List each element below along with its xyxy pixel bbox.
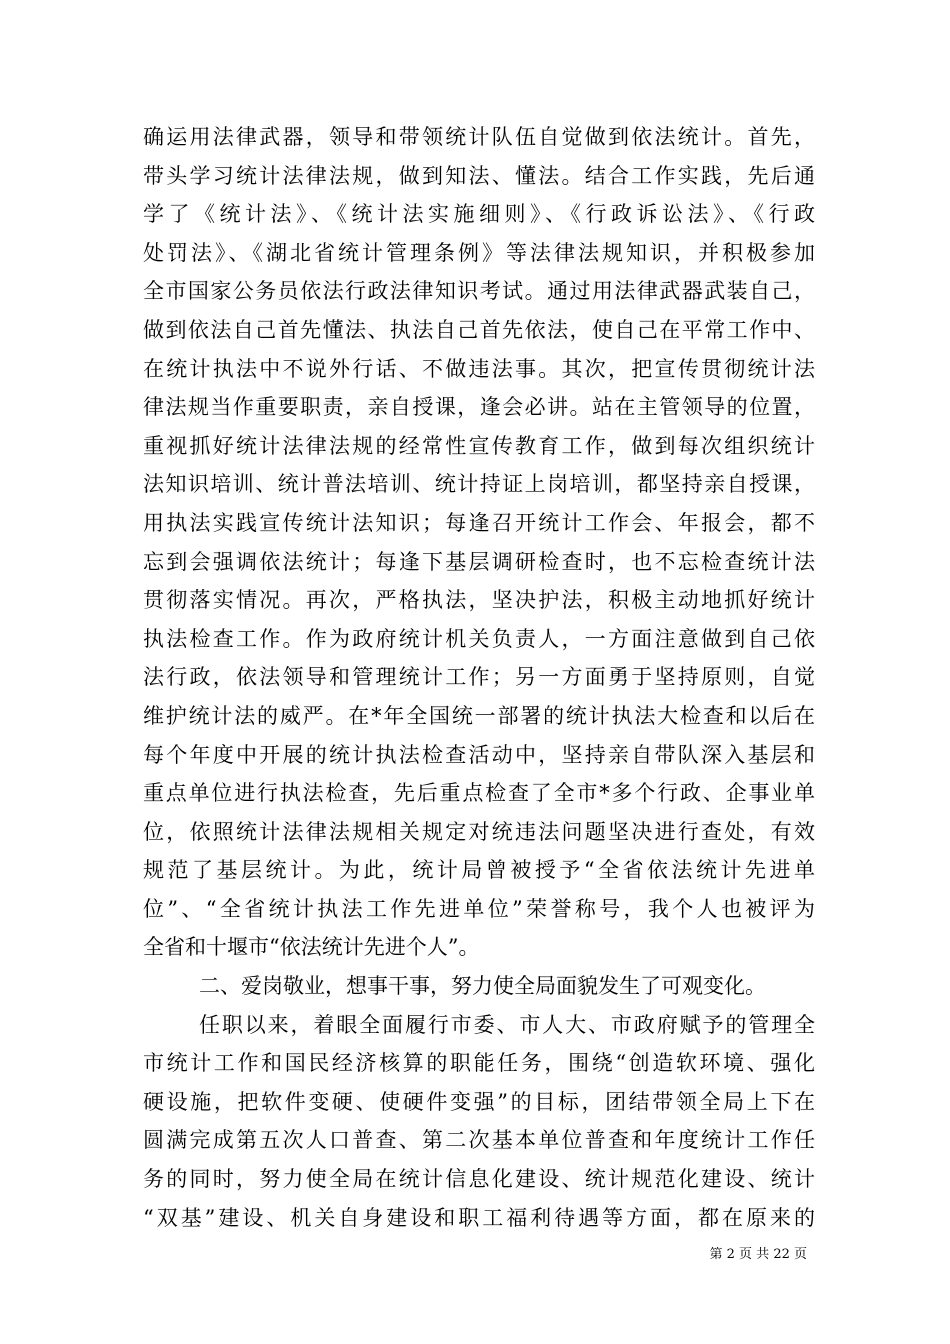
text-line: 法知识培训、统计普法培训、统计持证上岗培训，都坚持亲自授课， [143, 472, 815, 497]
text-line: 位”、“全省统计执法工作先进单位”荣誉称号，我个人也被评为 [143, 896, 815, 921]
text-line: 重视抓好统计法律法规的经常性宣传教育工作，做到每次组织统计 [143, 433, 815, 458]
text-line: 硬设施，把软件变硬、使硬件变强”的目标，团结带领全局上下在 [143, 1089, 815, 1114]
text-line: 市统计工作和国民经济核算的职能任务，围绕“创造软环境、强化 [143, 1051, 815, 1076]
text-line: “双基”建设、机关自身建设和职工福利待遇等方面，都在原来的 [143, 1205, 815, 1230]
text-line: 法行政，依法领导和管理统计工作；另一方面勇于坚持原则，自觉 [143, 665, 815, 690]
section-heading: 二、爱岗敬业，想事干事，努力使全局面貌发生了可观变化。 [199, 974, 766, 999]
text-line: 位，依照统计法律法规相关规定对统违法问题坚决进行查处，有效 [143, 819, 815, 844]
text-line: 处罚法》、《湖北省统计管理条例》等法律法规知识，并积极参加 [143, 240, 815, 265]
text-line: 带头学习统计法律法规，做到知法、懂法。结合工作实践，先后通 [143, 163, 815, 188]
text-line: 忘到会强调依法统计；每逢下基层调研检查时，也不忘检查统计法 [143, 549, 815, 574]
page-number: 第 2 页 共 22 页 [709, 1247, 807, 1262]
text-line: 全市国家公务员依法行政法律知识考试。通过用法律武器武装自己， [143, 279, 815, 304]
text-line: 每个年度中开展的统计执法检查活动中，坚持亲自带队深入基层和 [143, 742, 815, 767]
text-line: 用执法实践宣传统计法知识；每逢召开统计工作会、年报会，都不 [143, 510, 815, 535]
text-line: 全省和十堰市“依法统计先进个人”。 [143, 935, 480, 960]
text-line: 维护统计法的威严。在*年全国统一部署的统计执法大检查和以后在 [143, 703, 815, 728]
text-line: 贯彻落实情况。再次，严格执法，坚决护法，积极主动地抓好统计 [143, 588, 815, 613]
text-line: 确运用法律武器，领导和带领统计队伍自觉做到依法统计。首先， [143, 125, 815, 149]
text-line: 做到依法自己首先懂法、执法自己首先依法，使自己在平常工作中、 [143, 317, 815, 342]
text-line: 任职以来，着眼全面履行市委、市人大、市政府赋予的管理全 [199, 1012, 815, 1037]
text-line: 重点单位进行执法检查，先后重点检查了全市*多个行政、企事业单 [143, 781, 815, 806]
text-line: 规范了基层统计。为此，统计局曾被授予“全省依法统计先进单 [143, 858, 815, 883]
text-line: 律法规当作重要职责，亲自授课，逢会必讲。站在主管领导的位置， [143, 395, 815, 420]
page-footer [0, 1243, 950, 1262]
text-line: 执法检查工作。作为政府统计机关负责人，一方面注意做到自己依 [143, 626, 815, 651]
text-line: 务的同时，努力使全局在统计信息化建设、统计规范化建设、统计 [143, 1167, 815, 1192]
text-line: 在统计执法中不说外行话、不做违法事。其次，把宣传贯彻统计法 [143, 356, 815, 381]
text-line: 圆满完成第五次人口普查、第二次基本单位普查和年度统计工作任 [143, 1128, 815, 1153]
text-line: 学了《统计法》、《统计法实施细则》、《行政诉讼法》、《行政 [143, 202, 815, 227]
body-text [143, 118, 815, 1237]
